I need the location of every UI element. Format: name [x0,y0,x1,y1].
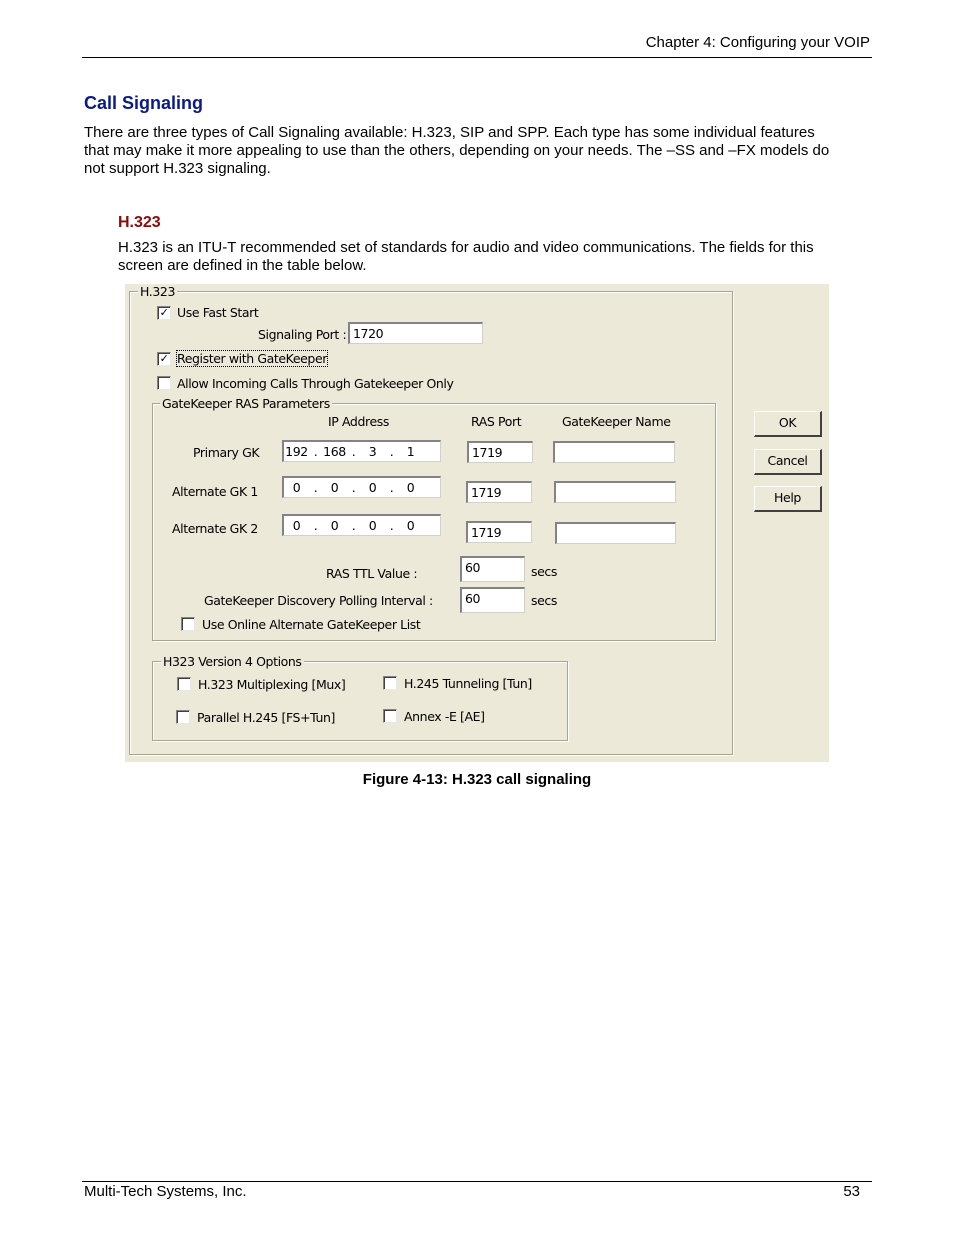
footer-company: Multi-Tech Systems, Inc. [84,1183,247,1200]
alternate-gk1-ip-input[interactable] [282,476,441,498]
ip-address-header: IP Address [328,414,389,429]
ip-octet: 0 [292,518,301,533]
gatekeeper-name-header: GateKeeper Name [562,414,671,429]
ip-octet: 0 [292,480,301,495]
alternate-gk2-label: Alternate GK 2 [172,521,258,536]
intro-paragraph [84,124,829,178]
primary-gk-label: Primary GK [193,445,260,460]
section-title: Call Signaling [84,93,204,113]
allow-incoming-checkbox[interactable] [157,376,171,390]
ip-dot: . [313,480,318,495]
ras-port-header: RAS Port [471,414,522,429]
ip-dot: . [389,480,394,495]
alternate-gk2-ip-input[interactable] [282,514,441,536]
primary-gk-port-input[interactable]: 1719 [467,441,533,463]
ip-dot: . [351,444,356,459]
ip-dot: . [351,480,356,495]
alternate-gk1-label: Alternate GK 1 [172,484,258,499]
ip-dot: . [313,518,318,533]
ip-dot: . [389,518,394,533]
v4-options-title: H323 Version 4 Options [163,654,302,669]
parallel-h245-checkbox[interactable] [176,710,190,724]
intro-line: There are three types of Call Signaling available: H.323, SIP and SPP. Each type has some individual features [84,124,815,141]
subsection-title: H.323 [118,214,161,231]
h323-dialog [125,284,829,762]
v4-options-group [152,661,568,741]
h323-group-title: H.323 [140,284,176,299]
ip-octet: 0 [368,518,377,533]
desc-line: H.323 is an ITU-T recommended set of standards for audio and video communications. The fields for this [118,239,814,256]
ip-octet: 3 [368,444,377,459]
signaling-port-label: Signaling Port : [258,327,347,342]
ip-octet: 0 [368,480,377,495]
page-number: 53 [843,1183,860,1200]
register-gatekeeper-checkbox[interactable]: ✓ [157,352,171,366]
alternate-gk1-port-input[interactable]: 1719 [466,481,532,503]
mux-checkbox[interactable] [177,677,191,691]
primary-gk-name-input[interactable] [553,441,675,463]
header-rule [82,57,872,58]
ip-octet: 0 [406,518,415,533]
allow-incoming-label: Allow Incoming Calls Through Gatekeeper Only [177,376,454,391]
subsection-paragraph [118,239,814,275]
primary-gk-ip-input[interactable] [282,440,441,462]
ras-group-title: GateKeeper RAS Parameters [162,396,330,411]
mux-label: H.323 Multiplexing [Mux] [198,677,346,692]
online-alternate-label: Use Online Alternate GateKeeper List [202,617,421,632]
intro-line: that may make it more appealing to use than the others, depending on your needs. The –SS and –FX models do [84,142,830,159]
ip-dot: . [351,518,356,533]
annex-e-label: Annex -E [AE] [404,709,485,724]
annex-e-checkbox[interactable] [383,709,397,723]
chapter-header: Chapter 4: Configuring your VOIP [645,34,870,51]
ip-octet: 0 [330,480,339,495]
use-fast-start-label: Use Fast Start [177,305,259,320]
ip-octet: 0 [330,518,339,533]
signaling-port-input[interactable]: 1720 [348,322,483,344]
alternate-gk2-port-input[interactable]: 1719 [466,521,532,543]
ok-button[interactable]: OK [754,411,822,437]
use-fast-start-checkbox[interactable]: ✓ [157,306,171,320]
ras-ttl-unit: secs [531,564,557,579]
polling-interval-unit: secs [531,593,557,608]
ras-ttl-label: RAS TTL Value : [326,566,418,581]
ip-octet: 168 [323,444,346,459]
figure-caption: Figure 4-13: H.323 call signaling [362,771,592,788]
register-gatekeeper-label: Register with GateKeeper [177,351,327,366]
polling-interval-input[interactable]: 60 [460,587,525,613]
alternate-gk1-name-input[interactable] [554,481,676,503]
ras-ttl-input[interactable]: 60 [460,556,525,582]
ip-octet: 1 [406,444,415,459]
ip-octet: 0 [406,480,415,495]
parallel-h245-label: Parallel H.245 [FS+Tun] [197,710,336,725]
ip-dot: . [313,444,318,459]
polling-interval-label: GateKeeper Discovery Polling Interval : [204,593,433,608]
cancel-button[interactable]: Cancel [754,449,822,475]
tunneling-checkbox[interactable] [383,676,397,690]
ip-dot: . [389,444,394,459]
tunneling-label: H.245 Tunneling [Tun] [404,676,532,691]
online-alternate-checkbox[interactable] [181,617,195,631]
alternate-gk2-name-input[interactable] [555,522,676,544]
footer-rule [82,1181,872,1182]
intro-line: not support H.323 signaling. [84,160,271,177]
ip-octet: 192 [285,444,308,459]
desc-line: screen are defined in the table below. [118,257,367,274]
help-button[interactable]: Help [754,486,822,512]
